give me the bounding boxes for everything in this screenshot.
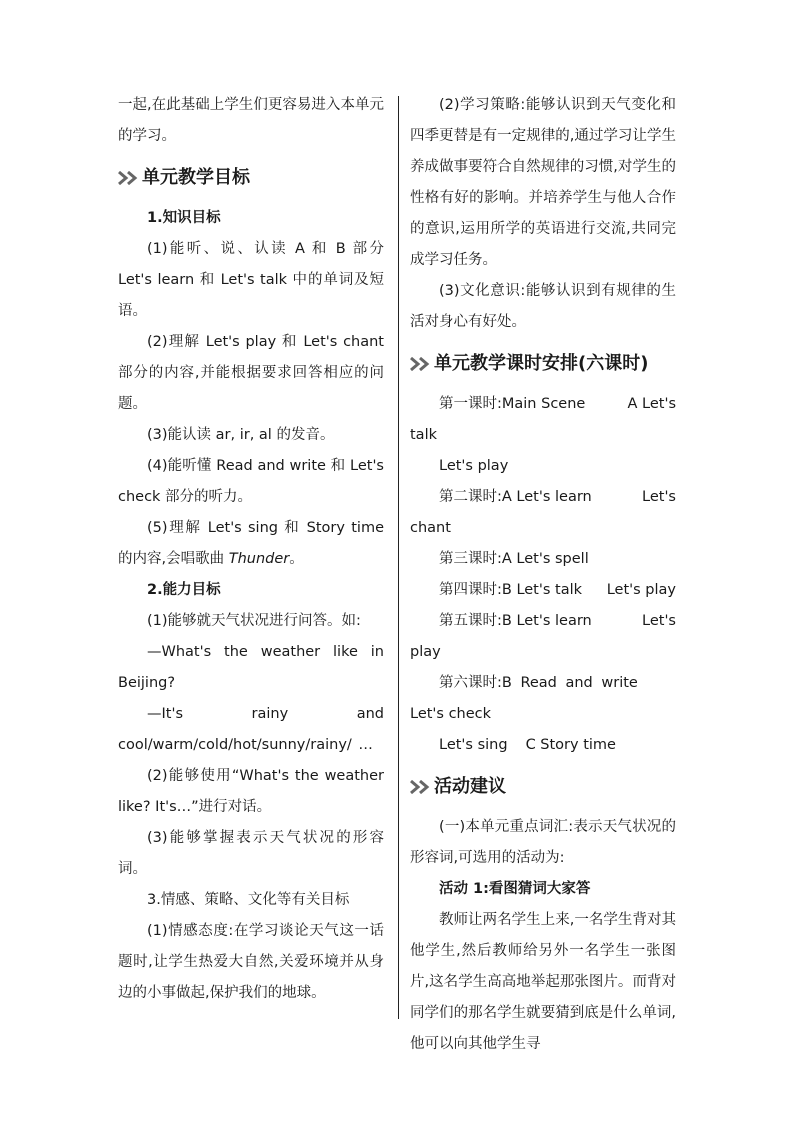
- column-divider: [398, 96, 399, 1019]
- schedule-lesson-5: [410, 606, 676, 637]
- section-title: 单元教学目标: [142, 167, 250, 188]
- schedule-lesson-2: [410, 482, 676, 513]
- lesson-6-extra: [410, 730, 676, 761]
- knowledge-item-4: (4)能听懂 Read and write 和 Let's check 部分的听力。: [118, 458, 384, 505]
- lesson-1-cont: talk: [410, 427, 437, 443]
- section-heading-goals: [118, 166, 384, 190]
- lesson-5-cont: play: [410, 644, 441, 660]
- left-column: [118, 90, 384, 1009]
- knowledge-item-3: (3)能认读 ar, ir, al 的发音。: [147, 427, 335, 443]
- activity-intro: (一)本单元重点词汇:表示天气状况的形容词,可选用的活动为:: [410, 819, 676, 866]
- double-chevron-icon: [410, 780, 432, 794]
- lesson-1-part: A Let's: [627, 396, 676, 412]
- section-heading-activities: [410, 775, 676, 799]
- knowledge-item-5-end: 。: [289, 551, 304, 567]
- schedule-lesson-4: [410, 575, 676, 606]
- activity-1-body: 教师让两名学生上来,一名学生背对其他学生,然后教师给另外一名学生一张图片,这名学生高高地举起那张图片。而背对同学们的那名学生就要猜到底是什么单词,他可以向其他学生寻: [410, 912, 676, 1052]
- lesson-5-label: 第五课时:B Let's learn: [439, 613, 592, 629]
- knowledge-item-2: (2)理解 Let's play 和 Let's chant 部分的内容,并能根据要求回答相应的问题。: [118, 334, 384, 412]
- lesson-6-sing: Let's sing: [439, 737, 508, 753]
- double-chevron-icon: [410, 357, 432, 371]
- lesson-4-label: 第四课时:B Let's talk: [439, 582, 583, 598]
- right-column: [410, 90, 676, 1060]
- ability-example-question: —What's the weather like in Beijing?: [118, 644, 384, 691]
- activities-title: 活动建议: [434, 776, 506, 797]
- ability-example-answer: —It's rainy and cool/warm/cold/hot/sunny/rainy/ …: [118, 706, 384, 753]
- ability-item-3: (3)能够掌握表示天气状况的形容词。: [118, 830, 384, 877]
- emotion-item-1: (1)情感态度:在学习谈论天气这一话题时,让学生热爱大自然,关爱环境并从身边的小事做起,保护我们的地球。: [118, 923, 384, 1001]
- ability-goals-title: 2.能力目标: [147, 582, 221, 598]
- ability-item-2: (2)能够使用“What's the weather like? It's…”进行对话。: [118, 768, 384, 815]
- lesson-2-label: 第二课时:A Let's learn: [439, 489, 592, 505]
- knowledge-goals-title: 1.知识目标: [147, 210, 221, 226]
- lesson-4-part: Let's play: [606, 582, 676, 598]
- knowledge-item-5: [118, 513, 384, 575]
- lesson-6-cont: Let's check: [410, 706, 492, 722]
- lesson-1-label: 第一课时:Main Scene: [439, 396, 586, 412]
- knowledge-item-5-text: (5)理解 Let's sing 和 Story time 的内容,会唱歌曲: [118, 520, 384, 567]
- emotion-goals-title: 3.情感、策略、文化等有关目标: [147, 892, 350, 908]
- intro-paragraph: 一起,在此基础上学生们更容易进入本单元的学习。: [118, 97, 384, 144]
- section-heading-schedule: [410, 352, 676, 376]
- knowledge-item-1: (1)能听、说、认读 A 和 B 部分 Let's learn 和 Let's talk 中的单词及短语。: [118, 241, 384, 319]
- lesson-2-cont: chant: [410, 520, 451, 536]
- emotion-item-3: (3)文化意识:能够认识到有规律的生活对身心有好处。: [410, 283, 676, 330]
- schedule-lesson-6: 第六课时:B Read and write: [439, 675, 638, 691]
- schedule-lesson-1: [410, 389, 676, 420]
- lesson-2-part: Let's: [642, 489, 676, 505]
- double-chevron-icon: [118, 171, 140, 185]
- lesson-1-play: Let's play: [439, 458, 509, 474]
- activity-1-title: 活动 1:看图猜词大家答: [439, 881, 591, 897]
- schedule-title: 单元教学课时安排(六课时): [434, 353, 649, 374]
- ability-item-1: (1)能够就天气状况进行问答。如:: [147, 613, 361, 629]
- schedule-lesson-3: 第三课时:A Let's spell: [439, 551, 589, 567]
- song-title: Thunder: [228, 551, 290, 567]
- lesson-6-story: C Story time: [525, 737, 616, 753]
- lesson-5-part: Let's: [642, 613, 676, 629]
- emotion-item-2: (2)学习策略:能够认识到天气变化和四季更替是有一定规律的,通过学习让学生养成做事要符合自然规律的习惯,对学生的性格有好的影响。并培养学生与他人合作的意识,运用所学的英语进行交流,共同完成学习任务。: [410, 97, 676, 268]
